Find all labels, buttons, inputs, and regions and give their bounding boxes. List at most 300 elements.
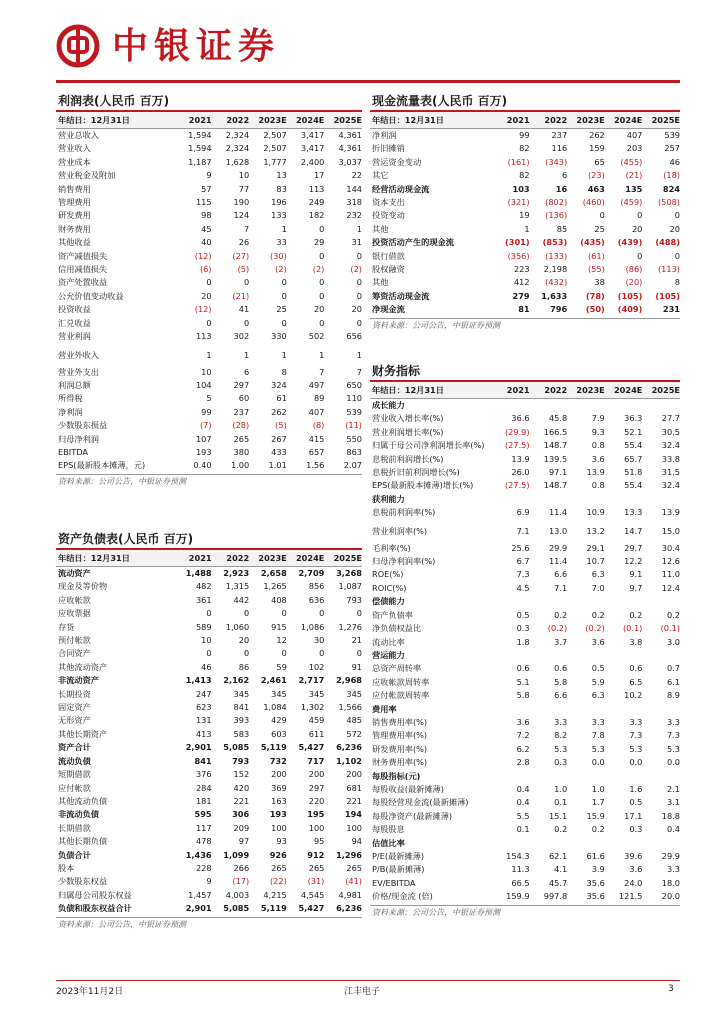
row-label-cell: 流动比率 bbox=[372, 636, 405, 647]
value-cell: (30) bbox=[269, 250, 287, 261]
value-cell bbox=[642, 770, 680, 783]
value-cell: 926 bbox=[269, 849, 287, 860]
value-cell: 1 bbox=[243, 349, 250, 360]
table-row bbox=[56, 379, 362, 392]
value-cell: 2,901 bbox=[185, 903, 212, 914]
value-cell: 4.5 bbox=[516, 582, 530, 593]
value-cell: 2.8 bbox=[516, 757, 530, 768]
value-cell: (2) bbox=[350, 264, 362, 275]
table-row bbox=[370, 129, 680, 143]
value-cell bbox=[492, 770, 530, 783]
value-cell: 26 bbox=[238, 237, 250, 248]
table-row bbox=[370, 649, 680, 662]
value-cell: (12) bbox=[194, 304, 212, 315]
value-cell: 997.8 bbox=[543, 891, 568, 902]
value-cell: 65.7 bbox=[624, 453, 643, 464]
value-cell: 0.6 bbox=[629, 663, 643, 674]
value-cell: 324 bbox=[271, 379, 287, 390]
row-label-cell: 总资产周转率 bbox=[372, 663, 422, 674]
value-cell: 497 bbox=[308, 379, 325, 390]
value-cell: 459 bbox=[308, 715, 325, 726]
table-row bbox=[56, 701, 362, 714]
header-year-cell: 2023E bbox=[249, 550, 287, 567]
table-row bbox=[370, 466, 680, 479]
value-cell bbox=[530, 649, 568, 662]
value-cell: 583 bbox=[233, 728, 250, 739]
row-label-cell: 营业利润 bbox=[58, 331, 91, 342]
value-cell: 0 bbox=[319, 250, 325, 261]
value-cell: 915 bbox=[271, 621, 287, 632]
header-year-cell: 2022 bbox=[212, 550, 250, 567]
value-cell: 5.3 bbox=[666, 743, 680, 754]
value-cell: 59 bbox=[276, 661, 287, 672]
value-cell: 99 bbox=[519, 130, 530, 140]
row-label-cell: 息税前利润增长(%) bbox=[372, 453, 444, 464]
value-cell: 35.6 bbox=[586, 891, 605, 902]
value-cell: 863 bbox=[346, 446, 362, 457]
row-label-cell: 研发费用率(%) bbox=[372, 743, 428, 754]
row-label-cell: 资产合计 bbox=[58, 742, 91, 753]
value-cell: 83 bbox=[276, 183, 287, 194]
row-label-cell: EBITDA bbox=[58, 446, 88, 457]
row-label-cell: 负债和股东权益合计 bbox=[58, 903, 132, 914]
table-row bbox=[370, 863, 680, 876]
table-row bbox=[56, 674, 362, 687]
value-cell: 15.1 bbox=[548, 810, 568, 821]
table-row bbox=[56, 419, 362, 432]
table-row bbox=[370, 290, 680, 303]
value-cell: 3,268 bbox=[336, 568, 362, 578]
value-cell: 107 bbox=[195, 433, 212, 444]
balance-sheet-title: 资产负债表(人民币 百万) bbox=[56, 530, 362, 550]
value-cell: 98 bbox=[201, 210, 212, 221]
value-cell: 1,777 bbox=[263, 156, 287, 167]
value-cell: (455) bbox=[620, 156, 643, 167]
value-cell: 94 bbox=[351, 836, 362, 847]
value-cell: 2.1 bbox=[666, 783, 680, 794]
value-cell: 97.1 bbox=[548, 467, 568, 478]
value-cell: 0.3 bbox=[629, 824, 643, 835]
value-cell: 8 bbox=[281, 366, 287, 377]
row-label-cell: 营业收入增长率(%) bbox=[372, 413, 444, 424]
table-row bbox=[56, 263, 362, 276]
table-row bbox=[370, 506, 680, 519]
value-cell: 51.8 bbox=[624, 467, 643, 478]
financial-ratios-title: 财务指标 bbox=[370, 362, 680, 382]
value-cell: 265 bbox=[233, 433, 250, 444]
balance-source-note: 资料来源：公司公告，中银证券预测 bbox=[56, 917, 362, 932]
value-cell: 0.4 bbox=[516, 783, 530, 794]
value-cell bbox=[567, 649, 605, 662]
table-row bbox=[370, 196, 680, 209]
value-cell: 82 bbox=[519, 170, 530, 181]
row-label-cell: 估值比率 bbox=[372, 837, 405, 848]
value-cell: 61.6 bbox=[586, 851, 605, 861]
value-cell: (113) bbox=[657, 264, 680, 275]
value-cell: 45.8 bbox=[548, 413, 568, 424]
value-cell: 502 bbox=[308, 331, 325, 342]
row-label-cell: EPS(最新股本摊薄，元) bbox=[58, 460, 146, 471]
value-cell: (459) bbox=[620, 197, 643, 208]
table-row bbox=[370, 689, 680, 702]
value-cell: 841 bbox=[233, 702, 250, 713]
value-cell: 463 bbox=[587, 183, 605, 194]
value-cell: 407 bbox=[626, 130, 643, 140]
value-cell: (21) bbox=[232, 290, 250, 301]
table-row bbox=[56, 634, 362, 647]
row-label-cell: 其他 bbox=[372, 223, 389, 234]
value-cell: 14.7 bbox=[624, 525, 643, 536]
value-cell: 1,265 bbox=[263, 581, 287, 592]
value-cell: 9.7 bbox=[629, 582, 643, 593]
value-cell: 17.1 bbox=[624, 810, 643, 821]
value-cell: 20 bbox=[631, 223, 643, 234]
value-cell: 262 bbox=[589, 130, 605, 140]
value-cell: 0 bbox=[206, 277, 212, 288]
value-cell: 195 bbox=[307, 809, 325, 820]
value-cell: (2) bbox=[275, 264, 287, 275]
value-cell: 595 bbox=[194, 809, 212, 820]
value-cell: (0.1) bbox=[622, 623, 643, 634]
row-label-cell: P/B(最新摊薄) bbox=[372, 864, 425, 875]
row-label-cell: 资产负债率 bbox=[372, 609, 413, 620]
value-cell: 589 bbox=[195, 621, 212, 632]
header-year-cell: 2024E bbox=[605, 112, 643, 129]
value-cell: 200 bbox=[346, 769, 362, 780]
value-cell: 20 bbox=[351, 304, 362, 315]
value-cell: 31.5 bbox=[661, 467, 680, 478]
table-row bbox=[370, 783, 680, 796]
value-cell: 148.7 bbox=[543, 480, 568, 491]
value-cell: 0.4 bbox=[666, 824, 680, 835]
value-cell bbox=[642, 703, 680, 716]
value-cell: 0 bbox=[637, 210, 643, 221]
table-row bbox=[56, 446, 362, 459]
value-cell: 429 bbox=[271, 715, 287, 726]
value-cell: (29.9) bbox=[504, 426, 530, 437]
row-label-cell: 每股收益(最新摊薄) bbox=[372, 783, 444, 794]
value-cell bbox=[530, 493, 568, 506]
value-cell: 220 bbox=[308, 795, 325, 806]
row-label-cell: 其他长期资产 bbox=[58, 728, 108, 739]
value-cell: 1 bbox=[356, 223, 362, 234]
value-cell: 5,119 bbox=[260, 903, 287, 914]
value-cell: 2,968 bbox=[336, 675, 362, 686]
value-cell: 39.6 bbox=[624, 851, 643, 861]
value-cell: 12 bbox=[276, 635, 287, 646]
value-cell: 116 bbox=[551, 143, 568, 154]
value-cell: 6.6 bbox=[554, 690, 568, 701]
value-cell: 190 bbox=[233, 197, 250, 208]
value-cell: 345 bbox=[271, 688, 287, 699]
row-label-cell: ROE(%) bbox=[372, 569, 404, 580]
table-row bbox=[56, 875, 362, 888]
value-cell: (432) bbox=[545, 277, 568, 288]
row-label-cell: 营业收入 bbox=[58, 143, 91, 154]
value-cell: 95 bbox=[313, 836, 325, 847]
value-cell: 62.1 bbox=[548, 851, 568, 861]
value-cell: 7.0 bbox=[591, 582, 605, 593]
row-label-cell: EPS(最新股本摊薄)增长(%) bbox=[372, 480, 474, 491]
value-cell: 13.9 bbox=[586, 467, 605, 478]
row-label-cell: 利润总额 bbox=[58, 379, 91, 390]
value-cell: 247 bbox=[195, 688, 212, 699]
table-row bbox=[56, 156, 362, 169]
table-row bbox=[56, 728, 362, 741]
table-row bbox=[56, 822, 362, 835]
value-cell: 6 bbox=[561, 170, 568, 181]
value-cell: 0.40 bbox=[193, 460, 212, 471]
row-label-cell: 长期借款 bbox=[58, 822, 91, 833]
row-label-cell: 信用减值损失 bbox=[58, 264, 108, 275]
table-row bbox=[370, 716, 680, 729]
table-row bbox=[370, 890, 680, 903]
cash-flow-source-note: 资料来源：公司公告，中银证券预测 bbox=[370, 318, 680, 333]
value-cell: 159.9 bbox=[506, 891, 530, 902]
row-label-cell: 归属于母公司净利润增长率(%) bbox=[372, 440, 485, 451]
value-cell bbox=[642, 595, 680, 608]
cash-flow-title: 现金流量表(人民币 百万) bbox=[370, 92, 680, 112]
value-cell bbox=[530, 837, 568, 850]
value-cell: 159 bbox=[589, 143, 605, 154]
value-cell: 102 bbox=[308, 661, 325, 672]
row-label-cell: 营业利润增长率(%) bbox=[372, 426, 444, 437]
value-cell: 265 bbox=[308, 862, 325, 873]
value-cell: (78) bbox=[585, 290, 605, 301]
table-row bbox=[56, 344, 362, 366]
row-label-cell: 应收票据 bbox=[58, 608, 91, 619]
value-cell: (105) bbox=[655, 290, 680, 301]
value-cell: 0 bbox=[281, 277, 287, 288]
table-row bbox=[56, 835, 362, 848]
ratios-source-note: 资料来源：公司公告，中银证券预测 bbox=[370, 905, 680, 920]
row-label-cell: 现金及等价物 bbox=[58, 581, 108, 592]
value-cell: 7.9 bbox=[591, 413, 605, 424]
row-label-cell: 股权融资 bbox=[372, 264, 405, 275]
value-cell: 0 bbox=[281, 608, 287, 619]
financial-ratios-panel bbox=[370, 362, 680, 920]
value-cell: 3,417 bbox=[300, 130, 325, 140]
table-row bbox=[370, 877, 680, 890]
row-label-cell: 息税前利润率(%) bbox=[372, 507, 436, 518]
table-row bbox=[370, 729, 680, 742]
value-cell: 193 bbox=[195, 446, 212, 457]
row-label-cell: P/E(最新摊薄) bbox=[372, 851, 425, 861]
value-cell: (41) bbox=[345, 876, 362, 887]
table-row bbox=[370, 582, 680, 595]
row-label-cell: 无形资产 bbox=[58, 715, 91, 726]
value-cell: (18) bbox=[663, 170, 680, 181]
value-cell: 0 bbox=[599, 210, 605, 221]
row-label-cell: 应付帐款周转率 bbox=[372, 690, 430, 701]
value-cell: 0 bbox=[356, 317, 362, 328]
table-row bbox=[56, 330, 362, 343]
row-label-cell: 净利润 bbox=[58, 406, 83, 417]
table-row bbox=[56, 902, 362, 915]
value-cell: 86 bbox=[238, 661, 250, 672]
value-cell: 13.2 bbox=[586, 525, 605, 536]
value-cell bbox=[605, 703, 643, 716]
value-cell: 0 bbox=[206, 317, 212, 328]
value-cell: 442 bbox=[233, 594, 250, 605]
value-cell: 7.3 bbox=[666, 730, 680, 741]
value-cell: 0 bbox=[319, 648, 325, 659]
value-cell: 3.3 bbox=[666, 716, 680, 727]
table-row bbox=[370, 223, 680, 236]
value-cell: 318 bbox=[346, 197, 362, 208]
value-cell: (0.1) bbox=[660, 623, 680, 634]
value-cell: 3.7 bbox=[554, 636, 568, 647]
value-cell: 55.4 bbox=[624, 440, 643, 451]
value-cell bbox=[642, 493, 680, 506]
row-label-cell: 投资收益 bbox=[58, 304, 91, 315]
table-row bbox=[370, 823, 680, 836]
value-cell: (86) bbox=[625, 264, 643, 275]
row-label-cell: 销售费用 bbox=[58, 183, 91, 194]
value-cell: 1.6 bbox=[629, 783, 643, 794]
value-cell: 2,324 bbox=[225, 130, 250, 140]
value-cell: 650 bbox=[346, 379, 362, 390]
value-cell: 6.7 bbox=[516, 556, 530, 567]
value-cell: 0.2 bbox=[591, 824, 605, 835]
value-cell: 4,215 bbox=[263, 889, 287, 900]
value-cell: 194 bbox=[344, 809, 362, 820]
row-label-cell: 营业总收入 bbox=[58, 130, 99, 140]
row-label-cell: 应付帐款 bbox=[58, 782, 91, 793]
value-cell: (802) bbox=[545, 197, 568, 208]
value-cell: (6) bbox=[199, 264, 212, 275]
row-label-cell: 长期投资 bbox=[58, 688, 91, 699]
value-cell: 6.3 bbox=[591, 569, 605, 580]
value-cell: 12.4 bbox=[661, 582, 680, 593]
value-cell bbox=[567, 493, 605, 506]
value-cell: 420 bbox=[233, 782, 250, 793]
table-row bbox=[56, 594, 362, 607]
value-cell bbox=[492, 649, 530, 662]
table-row bbox=[370, 236, 680, 249]
value-cell: 1,099 bbox=[223, 849, 250, 860]
table-row bbox=[56, 580, 362, 593]
value-cell: 36.3 bbox=[624, 413, 643, 424]
row-label-cell: 财务费用 bbox=[58, 223, 91, 234]
value-cell: 1,084 bbox=[263, 702, 287, 713]
value-cell: 732 bbox=[269, 755, 287, 766]
value-cell: 17 bbox=[313, 170, 325, 181]
table-row bbox=[370, 756, 680, 769]
row-label-cell: 毛利率(%) bbox=[372, 542, 411, 553]
value-cell: (23) bbox=[587, 170, 605, 181]
value-cell: 91 bbox=[351, 661, 362, 672]
value-cell: 33 bbox=[276, 237, 287, 248]
value-cell bbox=[642, 649, 680, 662]
value-cell: (301) bbox=[505, 237, 530, 248]
row-label-cell: 其他收益 bbox=[58, 237, 91, 248]
table-row bbox=[370, 662, 680, 675]
table-row bbox=[56, 406, 362, 419]
table-row bbox=[56, 129, 362, 143]
header-year-cell: 2025E bbox=[642, 382, 680, 399]
row-label-cell: 应收帐款周转率 bbox=[372, 676, 430, 687]
value-cell: 6,236 bbox=[336, 742, 362, 753]
value-cell: 1 bbox=[319, 349, 325, 360]
value-cell: 1,413 bbox=[185, 675, 212, 686]
row-label-cell: 营业利润率(%) bbox=[372, 525, 428, 536]
value-cell: 0.5 bbox=[629, 797, 643, 808]
value-cell: 1,436 bbox=[185, 849, 212, 860]
value-cell: 46 bbox=[201, 661, 212, 672]
table-row bbox=[370, 810, 680, 823]
row-label-cell: 每股指标(元) bbox=[372, 770, 421, 781]
value-cell: 221 bbox=[233, 795, 250, 806]
value-cell: (21) bbox=[625, 170, 643, 181]
value-cell: 415 bbox=[308, 433, 325, 444]
value-cell: 77 bbox=[238, 183, 250, 194]
header-year-cell: 2022 bbox=[212, 112, 250, 129]
value-cell: 6.9 bbox=[516, 507, 530, 518]
table-row bbox=[370, 426, 680, 439]
row-label-cell: 投资活动产生的现金流 bbox=[372, 237, 454, 248]
table-row bbox=[56, 250, 362, 263]
table-row bbox=[370, 850, 680, 863]
value-cell: 97 bbox=[238, 836, 250, 847]
value-cell: 1,296 bbox=[336, 849, 362, 860]
footer-date: 2023年11月2日 bbox=[56, 987, 124, 997]
value-cell: 200 bbox=[271, 769, 287, 780]
value-cell: 793 bbox=[232, 755, 250, 766]
value-cell: 279 bbox=[512, 290, 530, 301]
value-cell: 0.6 bbox=[516, 663, 530, 674]
table-row bbox=[56, 223, 362, 236]
value-cell: 2,923 bbox=[223, 568, 250, 578]
value-cell: (5) bbox=[237, 264, 250, 275]
row-label-cell: 应收帐款 bbox=[58, 594, 91, 605]
value-cell: (0.2) bbox=[547, 623, 568, 634]
value-cell: 93 bbox=[276, 836, 287, 847]
value-cell: 793 bbox=[346, 594, 362, 605]
row-label-cell: 费用率 bbox=[372, 703, 397, 714]
value-cell bbox=[605, 837, 643, 850]
value-cell bbox=[605, 770, 643, 783]
value-cell: 3.6 bbox=[591, 453, 605, 464]
value-cell bbox=[492, 703, 530, 716]
value-cell: 266 bbox=[233, 862, 250, 873]
value-cell bbox=[567, 770, 605, 783]
value-cell: 3.3 bbox=[591, 716, 605, 727]
value-cell: 1 bbox=[206, 349, 212, 360]
value-cell: 124 bbox=[233, 210, 250, 221]
table-row bbox=[370, 169, 680, 182]
table-row bbox=[56, 459, 362, 472]
value-cell: 4,361 bbox=[338, 143, 362, 154]
income-statement-panel bbox=[56, 92, 362, 489]
value-cell: 200 bbox=[308, 769, 325, 780]
row-label-cell: 存货 bbox=[58, 621, 75, 632]
value-cell: 104 bbox=[195, 379, 212, 390]
table-row bbox=[56, 607, 362, 620]
row-label-cell: 非流动资产 bbox=[58, 675, 99, 686]
value-cell: 5,427 bbox=[298, 903, 325, 914]
value-cell: 1 bbox=[281, 349, 287, 360]
value-cell: 636 bbox=[308, 594, 325, 605]
value-cell: 0 bbox=[319, 223, 325, 234]
value-cell: (321) bbox=[507, 197, 530, 208]
value-cell: 2,717 bbox=[298, 675, 325, 686]
value-cell: (435) bbox=[580, 237, 605, 248]
value-cell: 0.5 bbox=[591, 663, 605, 674]
value-cell: 5.5 bbox=[516, 810, 530, 821]
value-cell: 717 bbox=[307, 755, 325, 766]
value-cell: 657 bbox=[308, 446, 325, 457]
